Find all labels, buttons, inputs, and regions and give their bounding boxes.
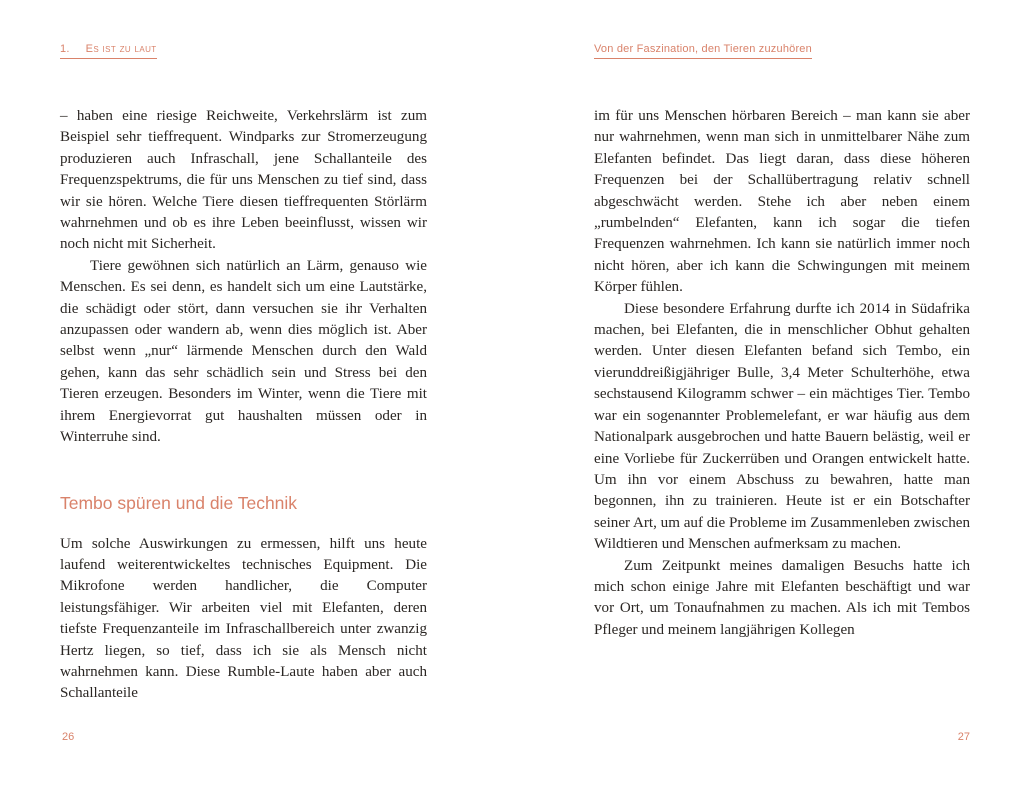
running-head-left xyxy=(60,43,157,59)
paragraph: im für uns Menschen hörbaren Bereich – man kann sie aber nur wahrnehmen, wenn man sich in unmittelbarer Nähe zum Elefanten befindet. Das liegt daran, dass diese höheren Frequenzen bei der Schallübertragung relativ schnell abgeschwächt werden. Stehe ich aber neben einem „rumbelnden“ Elefanten, kann ich sogar die tiefen Frequenzen wahrnehmen. Ich kann sie natürlich immer noch nicht hören, aber ich kann die Schwingungen mit meinem Körper fühlen. xyxy=(594,108,970,296)
left-body-text xyxy=(60,106,427,705)
section-heading: Tembo spüren und die Technik xyxy=(60,492,298,513)
chapter-title: Es ist zu laut xyxy=(85,43,157,55)
right-body-text xyxy=(594,106,970,641)
paragraph: Um solche Auswirkungen zu ermessen, hilft uns heute laufend weiterentwickeltes technisches Equipment. Die Mikrofone werden handlicher, die Computer leistungsfähiger. Wir arbeiten viel mit Elefanten, deren tiefste Frequenzanteile im Infraschallbereich unter zwanzig Hertz liegen, so tief, dass ich sie als Mensch nicht wahrnehmen kann. Diese Rumble-Laute haben aber auch Schallanteile xyxy=(60,535,427,702)
paragraph: Tiere gewöhnen sich natürlich an Lärm, genauso wie Menschen. Es sei denn, es handelt sich um eine Lautstärke, die schädigt oder stört, dann versuchen sie ihr Verhalten anzupassen oder wandern ab, wenn dies möglich ist. Aber selbst wenn „nur“ lärmende Menschen durch den Wald gehen, kann das sehr schädlich sein und Stress bei den Tieren erzeugen. Besonders im Winter, wenn die Tiere mit ihrem Energievorrat gut haushalten müssen oder in Winterruhe sind. xyxy=(60,257,427,446)
running-head-right: Von der Faszination, den Tieren zuzuhören xyxy=(594,43,812,59)
page-number-left: 26 xyxy=(62,731,75,743)
paragraph: Zum Zeitpunkt meines damaligen Besuchs hatte ich mich schon einige Jahre mit Elefanten beschäftigt und war vor Ort, um Tonaufnahmen zu machen. Als ich mit Tembos Pfleger und meinem langjährigen Kollegen xyxy=(594,557,970,638)
paragraph: Diese besondere Erfahrung durfte ich 2014 in Südafrika machen, bei Elefanten, die in menschlicher Obhut gehalten werden. Unter diesen Elefanten befand sich Tembo, ein vierunddreißigjähriger Bulle, 3,4 Meter Schulterhöhe, etwa sechstausend Kilogramm schwer – ein mächtiges Tier. Tembo war ein sogenannter Problemelefant, er war häufig aus dem Nationalpark ausgebrochen und hatte Bauern belästig, weil er eine Vorliebe für Zuckerrüben und Orangen entwickelt hatte. Um ihn vor einem Abschuss zu bewahren, hatte man begonnen, ihn zu trainieren. Heute ist er ein Botschafter seiner Art, um auf die Probleme im Zusammenleben zwischen Wildtieren und Menschen aufmerksam zu machen. xyxy=(594,300,970,553)
paragraph: – haben eine riesige Reichweite, Verkehrslärm ist zum Beispiel sehr tieffrequent. Windparks zur Stromerzeugung produzieren auch Infraschall, jene Schallanteile des Frequenzspektrums, die für uns Menschen zu tief sind, dass wir sie hören. Welche Tiere diesen tieffrequenten Störlärm wahrnehmen und ob es ihre Leben beeinflusst, wissen wir noch nicht mit Sicherheit. xyxy=(60,108,427,253)
right-page xyxy=(510,0,1020,794)
chapter-number: 1. xyxy=(60,43,70,55)
page-number-right: 27 xyxy=(957,731,970,743)
